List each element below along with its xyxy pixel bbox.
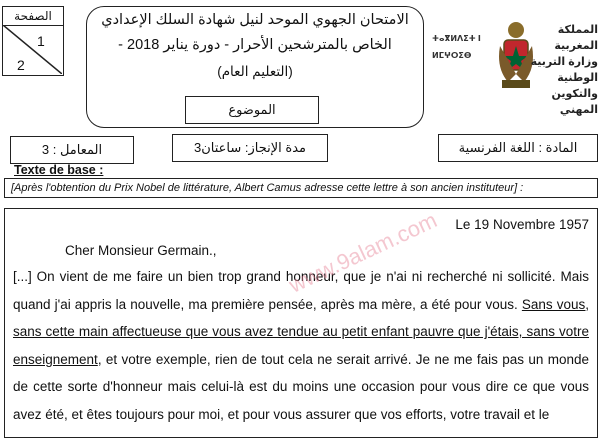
letter-date: Le 19 Novembre 1957 bbox=[455, 217, 589, 232]
page-label: الصفحة bbox=[3, 7, 63, 26]
exam-title-line2: الخاص بالمترشحين الأحرار - دورة يناير 2018 - bbox=[118, 37, 392, 53]
subject-label-box: الموضوع bbox=[185, 96, 319, 124]
ministry-logo bbox=[432, 6, 598, 118]
duration-box: مدة الإنجاز: ساعتان3 bbox=[172, 134, 328, 162]
letter-box bbox=[4, 208, 598, 438]
letter-text-part3: , et votre exemple, rien de tout cela ne serait arrivé. Je ne me fais pas un monde de cette sorte d'honneur mais celui-là est du moins une occasion pour vous dire ce que vous avez été, et êtes toujours pour moi, et pour vous assurer que vos efforts, votre travail et le bbox=[13, 351, 589, 422]
letter-text-underlined: Sans vous, sans cette main affectueuse que vous avez tendue au petit enfant pauvre que j'étais, sans votre enseignement bbox=[13, 296, 589, 367]
page-divider-line bbox=[3, 25, 62, 74]
page-current: 1 bbox=[37, 33, 45, 49]
exam-title-box bbox=[86, 6, 424, 128]
base-text-title: Texte de base : bbox=[14, 163, 104, 177]
exam-title-line3: (التعليم العام) bbox=[217, 64, 293, 79]
letter-salutation: Cher Monsieur Germain., bbox=[65, 243, 217, 258]
page-total: 2 bbox=[17, 57, 25, 73]
watermark-text: www.9alam.com bbox=[285, 207, 441, 298]
letter-text-part1: [...] On vient de me faire un bien trop grand honneur, que je n'ai ni recherché ni sollicité. Mais quand j'ai appris la nouvelle, ma première pensée, après ma mère, a été pour vous. bbox=[13, 269, 589, 312]
exam-title-line1: الامتحان الجهوي الموحد لنيل شهادة السلك الإعدادي bbox=[101, 12, 409, 28]
page-number-box bbox=[2, 6, 64, 76]
context-box: [Après l'obtention du Prix Nobel de littérature, Albert Camus adresse cette lettre à son ancien instituteur] : bbox=[4, 178, 598, 198]
logo-arabic-text: المملكة المغربية وزارة التربية الوطنية والتكوين المهني bbox=[530, 24, 598, 116]
subject-box: المادة : اللغة الفرنسية bbox=[438, 134, 598, 162]
letter-body bbox=[13, 263, 589, 428]
coefficient-box: المعامل : 3 bbox=[10, 136, 134, 164]
logo-tifinagh-text: ⵜⴰⴳⵍⴷⵉⵜ ⵏ ⵍⵎⵖⵔⵉⴱ bbox=[432, 34, 481, 60]
